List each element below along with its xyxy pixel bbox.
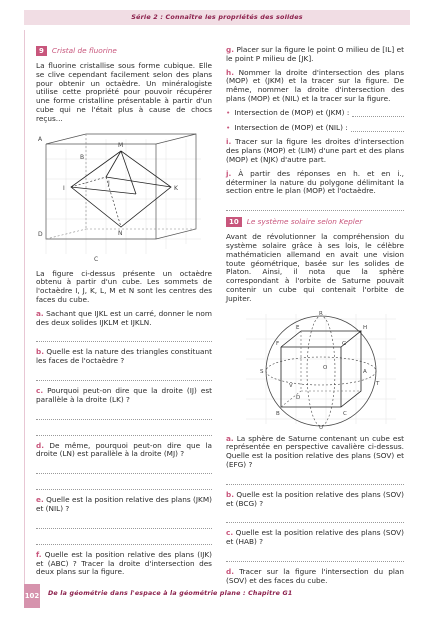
label-D: D [38, 230, 43, 238]
label-I: I [63, 184, 65, 192]
label-H: H [363, 324, 368, 331]
exercise-10-intro: Avant de révolutionner la compréhension du système solaire grâce à ses lois, le célèbre mathématicien allemand en avait une vision toute géométrique, basée sur les solides de Platon. Ainsi, il nota que la sphère correspondant à l'orbite de Saturne pouvait contenir un cube qui contenait l'orbite de Jupiter. [226, 232, 404, 303]
exercise-9-heading [36, 46, 212, 56]
question-10c: c. Quelle est la position relative des plans (SOV) et (HAB) ? [226, 528, 404, 547]
exercise-9-intro: La fluorine cristallise sous forme cubique. Elle se clive cependant facilement selon des plans pour obtenir un octaèdre. Un minéralogiste utilise cette propriété pour pouvoir récupérer une forme cristalline présentable à partir d'un cube qui ne l'était plus à cause de chocs reçus... [36, 61, 212, 123]
label-N: N [118, 229, 123, 237]
answer-line[interactable] [226, 552, 404, 562]
left-column [36, 46, 212, 582]
label-C: C [94, 255, 99, 263]
answer-line[interactable] [351, 124, 404, 132]
label-A: A [38, 135, 43, 143]
question-10b: b. Quelle est la position relative des plans (SOV) et (BCG) ? [226, 489, 404, 508]
question-9d: d. De même, pourquoi peut-on dire que la droite (LN) est parallèle à la droite (MJ) ? [36, 440, 212, 459]
label-A: A [363, 368, 367, 375]
exercise-10-heading [226, 217, 404, 227]
answer-line[interactable] [36, 410, 212, 420]
question-9c: c. Pourquoi peut-on dire que la droite (IJ) est parallèle à la droite (LK) ? [36, 385, 212, 404]
question-9j: j. À partir des réponses en h. et en i., déterminer la nature du polygone délimitant la section entre le plan (MOP) et l'octaèdre. [226, 168, 404, 196]
right-column [226, 46, 404, 591]
exercise-10-title: Le système solaire selon Kepler [246, 216, 363, 226]
question-10d: d. Tracer sur la figure l'intersection du plan (SOV) et des faces du cube. [226, 566, 404, 585]
label-S: S [260, 368, 264, 375]
answer-line[interactable] [36, 426, 212, 436]
label-D: D [296, 394, 301, 401]
label-T: T [376, 380, 380, 387]
question-9a: a. Sachant que IJKL est un carré, donner le nom des deux solides IJKLM et IJKLN. [36, 308, 212, 327]
exercise-9-title: Cristal de fluorine [51, 45, 117, 55]
answer-line[interactable] [352, 109, 404, 117]
cube-octahedron-figure [36, 129, 208, 264]
answer-line[interactable] [36, 332, 212, 342]
label-F: F [276, 340, 280, 347]
question-9b: b. Quelle est la nature des triangles constituant les faces de l'octaèdre ? [36, 347, 212, 366]
label-O: O [323, 364, 328, 371]
label-J: J [108, 179, 110, 187]
answer-line[interactable] [36, 464, 212, 474]
page-footer [24, 584, 410, 608]
question-9h: h. Nommer la droite d'intersection des plans (MOP) et (JKM) et la tracer sur la figure. De même, nommer la droite d'intersection des plans (MOP) et (NIL) et la tracer sur la figure. [226, 67, 404, 103]
question-9g: g. Placer sur la figure le point O milieu de [IL] et le point P milieu de [JK]. [226, 45, 404, 63]
question-9i: i. Tracer sur la figure les droites d'intersection des plans (MOP) et (LIM) d'une part et des plans (MOP) et (NJK) d'autre part. [226, 137, 404, 164]
answer-line[interactable] [36, 480, 212, 490]
answer-line[interactable] [36, 519, 212, 529]
answer-line[interactable] [226, 201, 404, 211]
label-V: V [289, 382, 293, 389]
label-E: E [296, 324, 300, 331]
page-number: 102 [24, 584, 40, 608]
page-spine [24, 30, 25, 584]
label-B: B [276, 410, 280, 417]
footer-chapter-title: De la géométrie dans l'espace à la géométrie plane : Chapitre G1 [48, 590, 293, 597]
answer-line[interactable] [226, 513, 404, 523]
label-M: M [118, 141, 124, 149]
answer-line[interactable] [226, 475, 404, 485]
label-R: R [319, 310, 323, 317]
kepler-sphere-cube-figure [226, 309, 404, 429]
exercise-10-number: 10 [226, 217, 242, 227]
question-9f: f. Quelle est la position relative des plans (IJK) et (ABC) ? Tracer la droite d'intersection des deux plans sur la figure. [36, 549, 212, 577]
label-C: C [343, 410, 347, 417]
label-K: K [174, 184, 178, 192]
question-9e: e. Quelle est la position relative des plans (JKM) et (NIL) ? [36, 495, 212, 513]
bullet-intersection-1: • Intersection de (MOP) et (JKM) : [226, 109, 404, 118]
label-U: U [319, 424, 324, 429]
label-G: G [342, 340, 347, 347]
page-header: Série 2 : Connaître les propriétés des solides [24, 10, 410, 25]
label-B: B [80, 153, 85, 161]
answer-line[interactable] [36, 535, 212, 545]
question-10a: a. La sphère de Saturne contenant un cube est représentée en perspective cavalière ci-dessus. Quelle est la position relative des plans (SOV) et (EFG) ? [226, 433, 404, 469]
exercise-9-caption: La figure ci-dessus présente un octaèdre obtenu à partir d'un cube. Les sommets de l'octaèdre I, J, K, L, M et N sont les centres des faces du cube. [36, 268, 212, 304]
exercise-9-number: 9 [36, 46, 47, 56]
answer-line[interactable] [36, 371, 212, 381]
bullet-intersection-2: • Intersection de (MOP) et (NIL) : [226, 124, 404, 133]
